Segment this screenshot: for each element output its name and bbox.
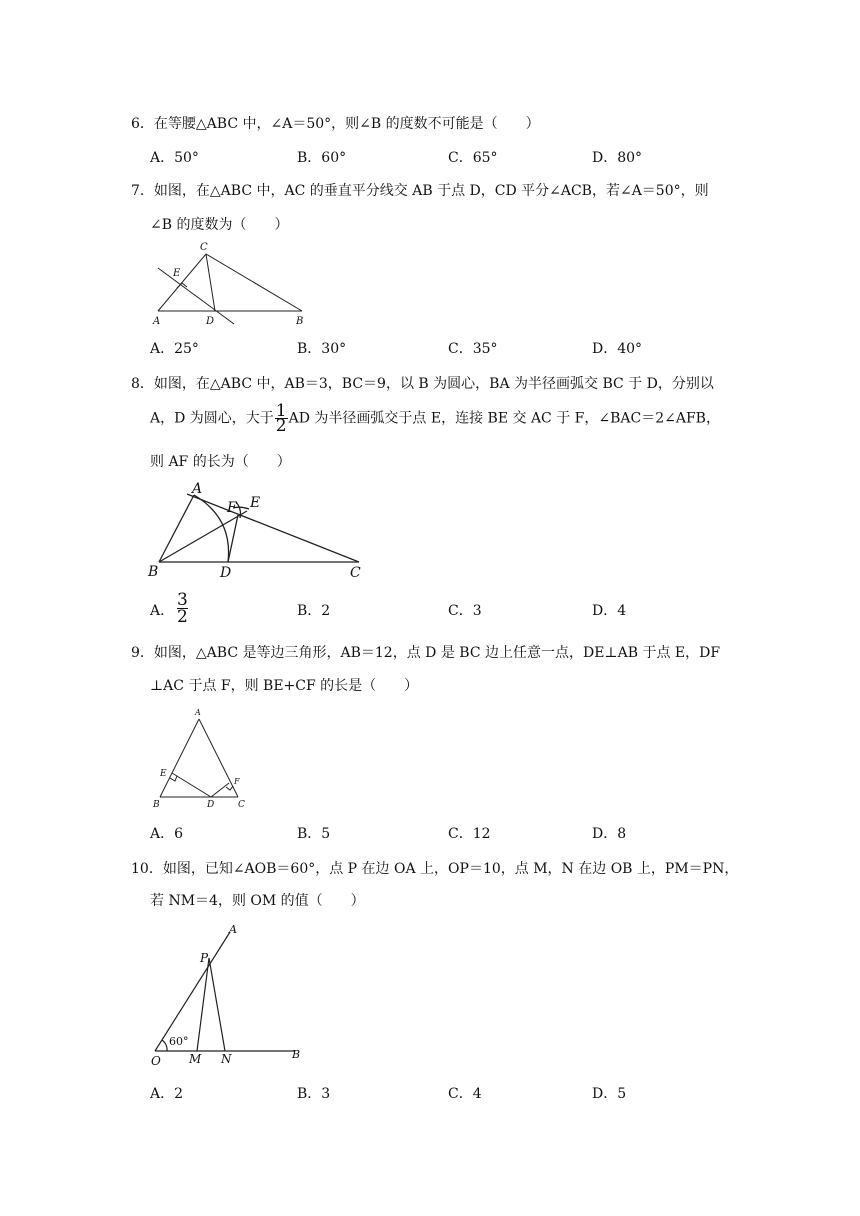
q8-fraction-numerator: 1 xyxy=(275,401,287,421)
q10-label-n: N xyxy=(221,1052,232,1066)
q10-option-b: B．3 xyxy=(297,1086,331,1102)
q10-angle-figure xyxy=(145,920,315,1068)
q8-label-f: F xyxy=(227,500,237,516)
q9-label-f: F xyxy=(234,777,240,786)
q7-option-d: D．40° xyxy=(592,341,643,357)
question-6-stem: 6．在等腰△ABC 中，∠A＝50°，则∠B 的度数不可能是（ ） xyxy=(131,116,540,132)
q9-option-d: D．8 xyxy=(592,826,627,842)
q7-label-d: D xyxy=(206,316,215,327)
q10-label-m: M xyxy=(189,1052,202,1066)
question-7-stem-line1: 7．如图，在△ABC 中，AC 的垂直平分线交 AB 于点 D，CD 平分∠ACB，若∠A＝50°，则 xyxy=(131,183,709,199)
q6-option-b: B．60° xyxy=(297,150,347,166)
q7-option-c: C．35° xyxy=(448,341,498,357)
q10-label-o: O xyxy=(151,1054,161,1068)
question-10-stem-line2: 若 NM＝4，则 OM 的值（ ） xyxy=(150,893,365,909)
q10-option-c: C．4 xyxy=(448,1086,482,1102)
q9-label-e: E xyxy=(160,769,167,779)
q8-fraction-half xyxy=(275,401,288,436)
q9-option-a: A．6 xyxy=(150,826,184,842)
question-9-stem-line2: ⊥AC 于点 F，则 BE+CF 的长是（ ） xyxy=(150,678,419,694)
q9-label-a: A xyxy=(195,708,201,717)
q8-option-d: D．4 xyxy=(592,603,627,619)
question-10-stem-line1: 10．如图，已知∠AOB＝60°，点 P 在边 OA 上，OP＝10，点 M，N 在边 OB 上，PM＝PN， xyxy=(131,861,739,877)
q6-option-a: A．50° xyxy=(150,150,199,166)
q8-option-a: A． xyxy=(150,603,175,619)
q8-label-e: E xyxy=(250,495,261,511)
q9-label-c: C xyxy=(238,800,245,810)
q10-option-a: A．2 xyxy=(150,1086,184,1102)
q8-option-a-denominator: 2 xyxy=(177,607,188,627)
question-7-stem-line2: ∠B 的度数为（ ） xyxy=(150,217,289,233)
q7-triangle-figure xyxy=(150,238,315,330)
q8-label-b: B xyxy=(148,564,159,580)
question-9-stem-line1: 9．如图，△ABC 是等边三角形，AB＝12，点 D 是 BC 边上任意一点，DE⊥AB 于点 E，DF xyxy=(131,645,721,661)
q8-triangle-figure xyxy=(145,478,370,583)
q10-option-d: D．5 xyxy=(592,1086,627,1102)
q8-fraction-denominator: 2 xyxy=(275,416,287,436)
q9-option-c: C．12 xyxy=(448,826,491,842)
q8-label-d: D xyxy=(220,565,232,581)
q6-option-c: C．65° xyxy=(448,150,498,166)
q10-label-b: B xyxy=(292,1048,301,1061)
q7-label-c: C xyxy=(200,242,208,253)
q10-label-p: P xyxy=(200,951,209,965)
q8-option-b: B．2 xyxy=(297,603,331,619)
question-8-stem-line2 xyxy=(150,401,720,436)
q8-option-a-numerator: 3 xyxy=(177,590,188,610)
q8-stem-line2-start: A，D 为圆心，大于 xyxy=(150,410,274,427)
q8-option-c: C．3 xyxy=(448,603,482,619)
q7-label-b: B xyxy=(296,316,304,327)
question-8-stem-line1: 8．如图，在△ABC 中，AB＝3，BC＝9，以 B 为圆心，BA 为半径画弧交 BC 于 D，分别以 xyxy=(131,376,714,392)
q7-label-a: A xyxy=(153,316,161,327)
question-8-stem-line3: 则 AF 的长为（ ） xyxy=(150,454,291,470)
q9-triangle-figure xyxy=(148,704,253,812)
q7-option-b: B．30° xyxy=(297,341,347,357)
q9-label-d: D xyxy=(207,800,215,810)
q8-stem-line2-end: AD 为半径画弧交于点 E，连接 BE 交 AC 于 F，∠BAC＝2∠AFB， xyxy=(288,410,720,427)
q8-option-a-fraction xyxy=(177,592,188,625)
q7-option-a: A．25° xyxy=(150,341,199,357)
q8-label-a: A xyxy=(192,481,203,497)
q9-label-b: B xyxy=(153,800,160,810)
q9-option-b: B．5 xyxy=(297,826,331,842)
q8-label-c: C xyxy=(350,565,361,581)
q6-option-d: D．80° xyxy=(592,150,643,166)
q7-label-e: E xyxy=(173,268,181,279)
q10-angle-60: 60° xyxy=(169,1035,189,1048)
q10-label-a: A xyxy=(229,923,237,936)
